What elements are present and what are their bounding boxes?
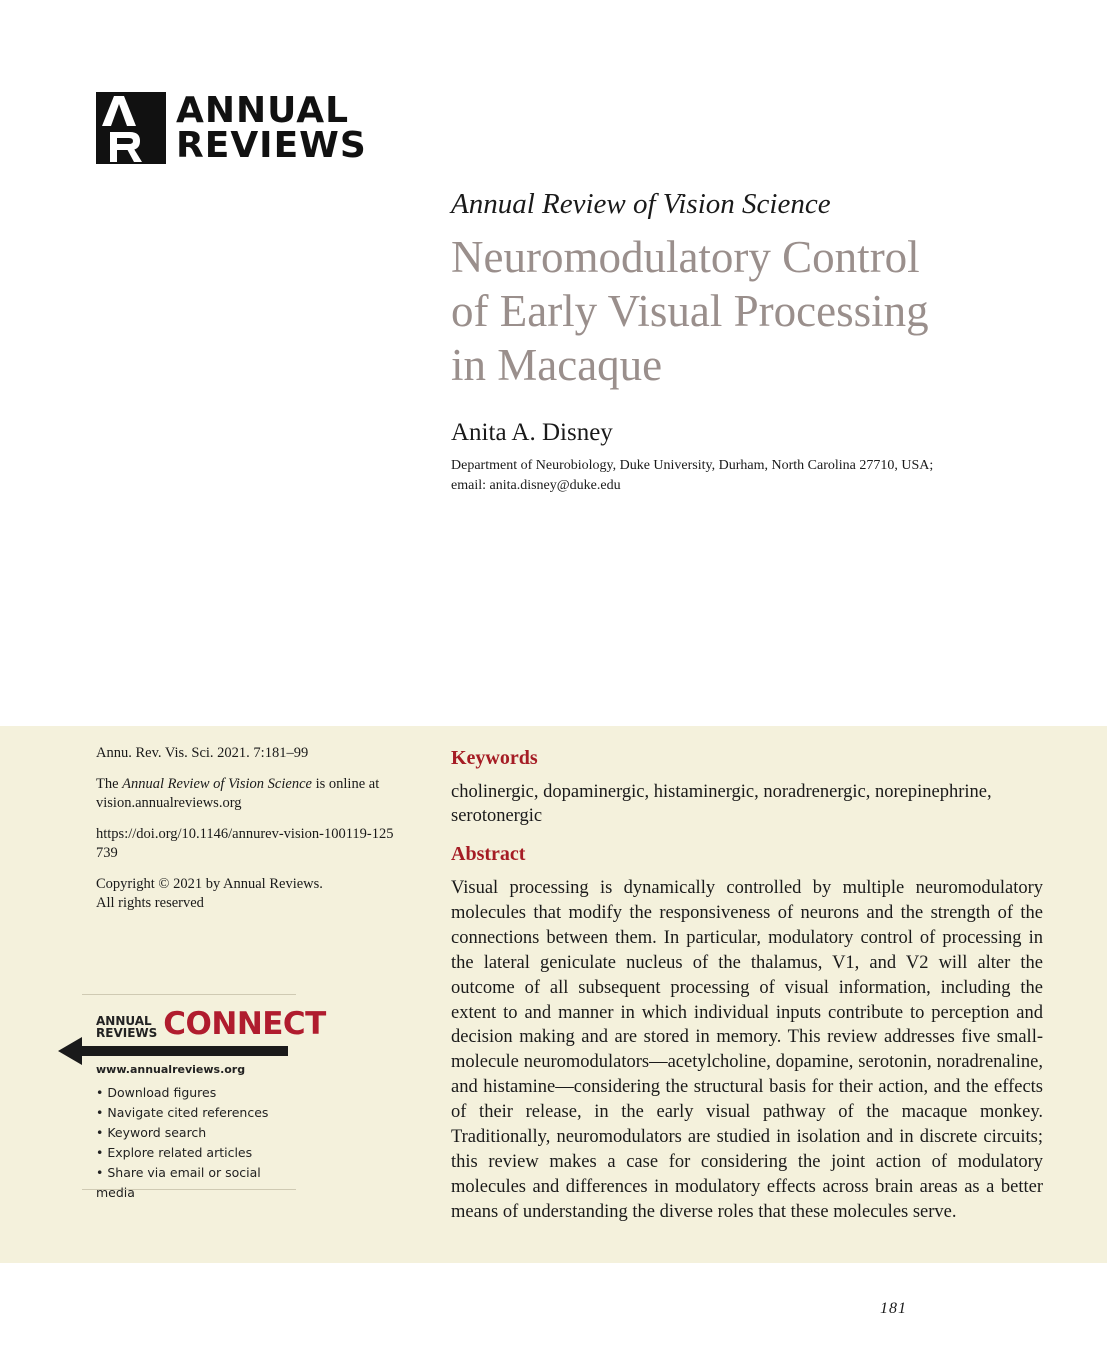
list-item: • Keyword search — [96, 1125, 207, 1140]
copyright-line-2: All rights reserved — [96, 895, 204, 911]
keywords-heading: Keywords — [451, 747, 538, 769]
annual-reviews-logo — [96, 92, 367, 164]
article-title — [451, 230, 1071, 392]
citation: Annu. Rev. Vis. Sci. 2021. 7:181–99 — [96, 745, 309, 761]
affiliation-text: Department of Neurobiology, Duke University, Durham, North Carolina 27710, USA; — [451, 458, 934, 473]
connect-url[interactable]: www.annualreviews.org — [96, 1063, 246, 1076]
journal-name: Annual Review of Vision Science — [451, 188, 831, 220]
abstract-text: Visual processing is dynamically controlled by multiple neuromodulatory molecules that modify the responsiveness of neurons and the strength of the connections between them. In particular, modulatory control of processing in the lateral geniculate nucleus of the thalamus, V1, and V2 will alter the outcome of all subsequent processing of visual information, including the extent to and manner in which individual inputs contribute to perception and decision making and are stored in memory. This review addresses five small-molecule neuromodulators—acetylcholine, dopamine, serotonin, noradrenaline, and histamine—considering the structural basis for their action, and the effects of their release, in the early visual pathway of the macaque monkey. Traditionally, neuromodulators are studied in isolation and in discrete circuits; this review makes a case for considering the joint action of modulatory molecules and differences in modulatory effects across brain areas as a better means of understanding the diverse roles that these molecules serve. — [451, 878, 1043, 1222]
online-prefix: The — [96, 776, 123, 792]
abstract-heading: Abstract — [451, 843, 526, 865]
ar-monogram-icon — [96, 92, 166, 164]
title-line-2: of Early Visual Processing — [451, 286, 929, 336]
connect-small-annual: ANNUAL — [96, 1014, 152, 1028]
list-item: • Download figures — [96, 1085, 217, 1100]
connect-brand: CONNECT — [163, 1006, 326, 1042]
author-affiliation — [451, 456, 1071, 496]
keywords-text: cholinergic, dopaminergic, histaminergic, noradrenergic, norepinephrine, serotonergic — [451, 782, 992, 826]
author-name: Anita A. Disney — [451, 419, 613, 446]
page-number: 181 — [880, 1300, 907, 1317]
copyright-line-1: Copyright © 2021 by Annual Reviews. — [96, 876, 323, 892]
title-line-1: Neuromodulatory Control — [451, 232, 920, 282]
article-header — [451, 186, 1071, 496]
title-line-3: in Macaque — [451, 340, 663, 390]
doi-link[interactable]: https://doi.org/10.1146/annurev-vision-100119-125739 — [96, 826, 394, 861]
online-suffix[interactable]: is online at vision.annualreviews.org — [96, 776, 380, 811]
list-item: • Navigate cited references — [96, 1105, 269, 1120]
logo-line-annual: ANNUAL — [176, 90, 350, 131]
list-item: • Explore related articles — [96, 1145, 253, 1160]
copyright — [96, 875, 416, 913]
online-note — [96, 775, 416, 813]
author-email[interactable]: email: anita.disney@duke.edu — [451, 478, 621, 493]
online-journal: Annual Review of Vision Science — [122, 776, 312, 792]
abstract-column — [451, 744, 1043, 1225]
logo-line-reviews: REVIEWS — [176, 125, 367, 166]
connect-feature-list — [96, 1083, 296, 1203]
annual-reviews-connect-box — [82, 994, 326, 1200]
connect-small-reviews: REVIEWS — [96, 1026, 158, 1040]
list-item: • Share via email or social media — [96, 1165, 261, 1200]
article-info-sidebar — [96, 744, 416, 925]
